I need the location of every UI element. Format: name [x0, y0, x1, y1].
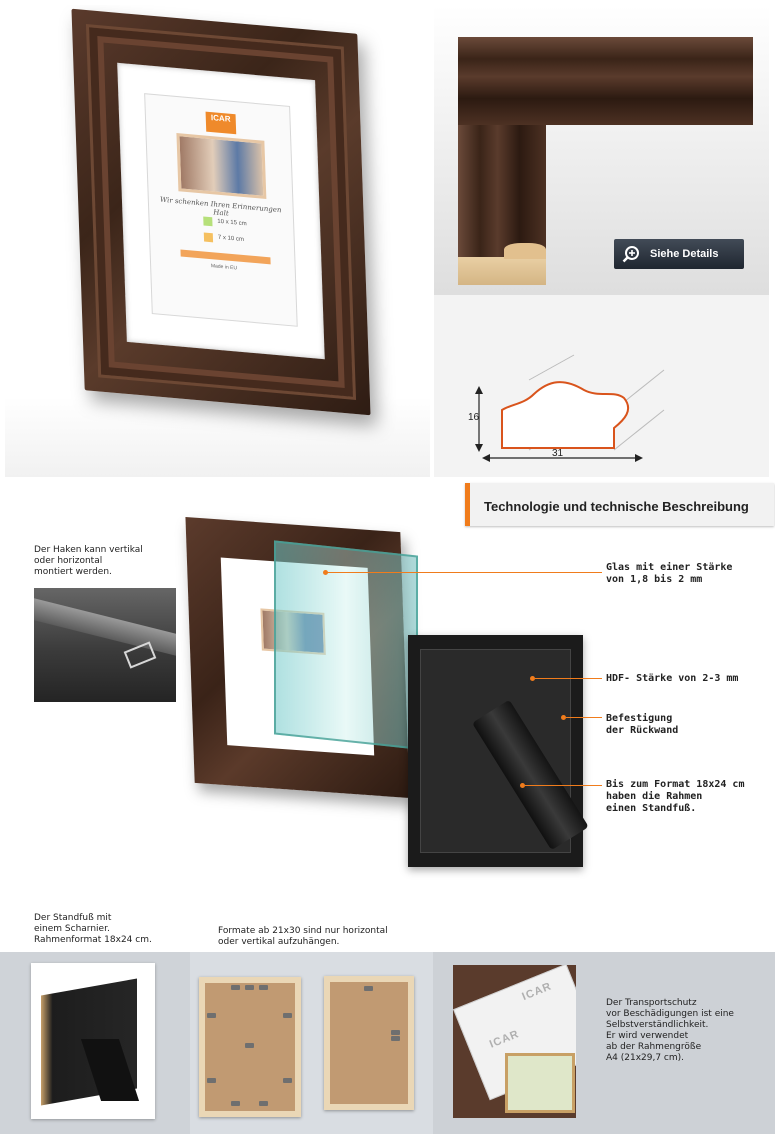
fixing-callout-text: Befestigung der Rückwand [606, 713, 679, 736]
hook-photo [34, 588, 176, 702]
section-heading-title: Technologie und technische Beschreibung [484, 499, 749, 514]
clip [259, 1101, 268, 1106]
hdf-callout-line [535, 678, 602, 679]
insert-script-text: Wir schenken Ihren Erinnerungen Halt [159, 195, 282, 218]
glass-callout-line [327, 572, 602, 573]
section-heading-bar [465, 483, 774, 526]
insert-logo: ICAR [206, 112, 237, 135]
stand-photo [31, 963, 155, 1119]
clip [283, 1013, 292, 1018]
insert-url-bar [180, 249, 270, 264]
product-photo-panel [5, 5, 430, 477]
insert-size-swatch-orange [204, 233, 213, 243]
glass-callout-text: Glas mit einer Stärke von 1,8 bis 2 mm [606, 562, 733, 585]
hook-detail [124, 641, 157, 668]
transport-protection-photo [453, 965, 576, 1118]
sample-insert-card [144, 93, 298, 327]
transport-photo-mat [505, 1053, 575, 1113]
insert-sample-photo [176, 133, 266, 199]
see-details-label: Siehe Details [650, 248, 719, 260]
clip [364, 986, 373, 991]
clip [391, 1030, 400, 1035]
clip [231, 1101, 240, 1106]
stand-callout-text: Bis zum Format 18x24 cm haben die Rahmen einen Standfuß. [606, 779, 745, 814]
hook-note: Der Haken kann vertikal oder horizontal montiert werden. [34, 545, 143, 577]
clip [231, 985, 240, 990]
back-panel-horizontal-hangers [199, 977, 301, 1117]
clip [245, 1043, 254, 1048]
back-panel-vertical-hangers [324, 976, 414, 1110]
transport-note: Der Transportschutz vor Beschädigungen ist eine Selbstverständlichkeit. Er wird verwendet ab der Rahmengröße A4 (21x29,7 cm). [606, 998, 734, 1063]
profile-cross-section-diagram [464, 350, 764, 470]
magnifier-plus-icon [622, 245, 640, 263]
clip [259, 985, 268, 990]
insert-size-secondary: 7 x 10 cm [217, 234, 245, 244]
clip [245, 985, 254, 990]
corner-raw-wood [458, 257, 546, 285]
clip [207, 1078, 216, 1083]
hook-rail [34, 598, 176, 655]
clip [391, 1036, 400, 1041]
hdf-callout-text: HDF- Stärke von 2-3 mm [606, 673, 739, 684]
insert-size-primary: 10 x 15 cm [217, 218, 247, 228]
fixing-callout-line [566, 717, 602, 718]
frame-mat [117, 63, 325, 359]
stand-callout-line [525, 785, 602, 786]
clip [283, 1078, 292, 1083]
clip [207, 1013, 216, 1018]
insert-made-in: Made in EU [210, 263, 238, 272]
stand-note: Der Standfuß mit einem Scharnier. Rahmenformat 18x24 cm. [34, 913, 152, 945]
profile-height-label: 16 [468, 412, 480, 423]
see-details-button[interactable] [614, 239, 744, 269]
formats-note: Formate ab 21x30 sind nur horizontal oder vertikal aufzuhängen. [218, 926, 388, 947]
product-frame-image [71, 9, 370, 416]
back-board-image [408, 635, 583, 867]
transport-print: ICAR [487, 1027, 522, 1051]
profile-outline [502, 382, 628, 448]
corner-molding-horizontal [458, 37, 753, 125]
corner-detail-panel [434, 5, 769, 477]
insert-size-swatch-green [203, 216, 212, 226]
corner-wood-profile [504, 243, 546, 259]
profile-width-label: 31 [552, 448, 564, 459]
transport-print: ICAR [520, 980, 554, 1004]
